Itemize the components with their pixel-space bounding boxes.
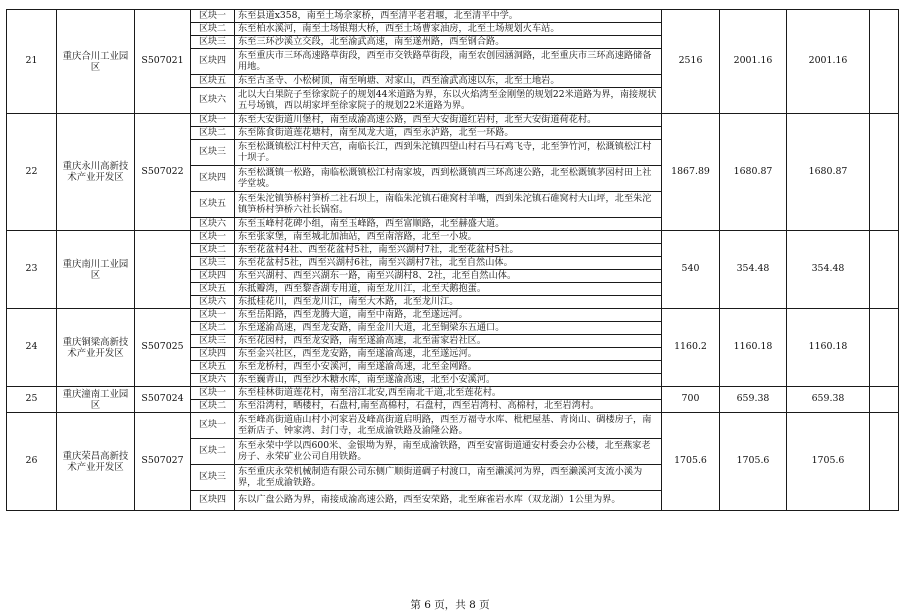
- park-name: 重庆荣昌高新技术产业开发区: [57, 413, 135, 511]
- block-label: 区块二: [191, 400, 235, 413]
- block-boundary-description: 东至张家堡，南至城北加油站，西至南溶路，北至一小坡。: [235, 231, 662, 244]
- table-row: [7, 413, 899, 439]
- block-boundary-description: 东至龙桥村，西至小安溪河，南至遂渝高速，北至金网路。: [235, 361, 662, 374]
- table-row: [7, 309, 899, 322]
- area-value-2: 1680.87: [787, 114, 870, 231]
- block-label: 区块五: [191, 75, 235, 88]
- block-boundary-description: 北以大白果院子至徐家院子的规划44米道路为界，东以火焰湾至金刚堡的规划22米道路为界，南接规状五号场镇，西以胡家坪至徐家院子的规划22米道路为界。: [235, 88, 662, 114]
- table-row: [7, 114, 899, 127]
- approved-area: 1867.89: [662, 114, 720, 231]
- block-boundary-description: 东至朱沱镇笋桥村笋桥二社石坝上，南临朱沱镇石碓窝村羊嘴，西到朱沱镇石碓窝村大山坪，北至朱沱镇笋桥村笋桥六社长锅窑。: [235, 192, 662, 218]
- block-label: 区块三: [191, 465, 235, 491]
- remarks-cell: [870, 114, 899, 231]
- park-code: S507022: [135, 114, 191, 231]
- area-value-2: 1160.18: [787, 309, 870, 387]
- development-zone-table: [6, 9, 899, 511]
- block-label: 区块一: [191, 309, 235, 322]
- block-boundary-description: 东至岳阳路，西至龙腾大道，南至中南路，北至遂远河。: [235, 309, 662, 322]
- park-code: S507021: [135, 10, 191, 114]
- block-boundary-description: 东至三环沙溪立交段，北至渝武高速，南至遂州路，西至钢合路。: [235, 36, 662, 49]
- park-number: 24: [7, 309, 57, 387]
- block-label: 区块五: [191, 283, 235, 296]
- page-footer: 第 6 页，共 8 页: [410, 599, 490, 611]
- block-label: 区块六: [191, 296, 235, 309]
- park-name: 重庆永川高新技术产业开发区: [57, 114, 135, 231]
- park-number: 21: [7, 10, 57, 114]
- area-value-2: 1705.6: [787, 413, 870, 511]
- block-boundary-description: 东至重庆市三环高速路草街段，西至市交铁路草街段，南至农创园涵洞路，北至重庆市三环高速路储备用地。: [235, 49, 662, 75]
- area-value-1: 2001.16: [720, 10, 787, 114]
- block-boundary-description: 东至沿湾村，晒楼村，石盘村,南至高棉村，石盘村，西至岩湾村、高棉村，北至岩湾村。: [235, 400, 662, 413]
- park-number: 23: [7, 231, 57, 309]
- block-label: 区块二: [191, 244, 235, 257]
- block-label: 区块四: [191, 348, 235, 361]
- block-boundary-description: 东抵瓣湾，西至黎香湖专用道，南至龙川江，北至天鹅抱蛋。: [235, 283, 662, 296]
- block-boundary-description: 东抵桂花川，西至龙川江，南至大木路，北至龙川江。: [235, 296, 662, 309]
- block-label: 区块五: [191, 361, 235, 374]
- block-boundary-description: 东至县道x358，南至土场佘家桥，西至清平老君堰，北至清平中学。: [235, 10, 662, 23]
- block-boundary-description: 东至重庆永荣机械制造有限公司东侧广顺街道碉子村渡口，南至濑溪河为界，西至濑溪河支流小溪为界，北至成渝铁路。: [235, 465, 662, 491]
- block-boundary-description: 东至桂林街道莲花村，南至涪江北安,西至南北干道,北至莲花村。: [235, 387, 662, 400]
- block-label: 区块五: [191, 192, 235, 218]
- block-label: 区块四: [191, 49, 235, 75]
- area-value-2: 354.48: [787, 231, 870, 309]
- area-value-2: 2001.16: [787, 10, 870, 114]
- block-boundary-description: 东至松溉镇一松路，南临松溉镇松江村南家坡，西到松溉镇西三环高速公路，北至松溉镇茅园村田上社学堂坡。: [235, 166, 662, 192]
- block-boundary-description: 东以广盘公路为界，南接成渝高速公路，西至安荣路，北至麻雀岩水库（双龙湖）1公里为界。: [235, 491, 662, 511]
- block-label: 区块一: [191, 231, 235, 244]
- approved-area: 1160.2: [662, 309, 720, 387]
- table-row: [7, 10, 899, 23]
- table-row: [7, 387, 899, 400]
- area-value-2: 659.38: [787, 387, 870, 413]
- area-value-1: 1680.87: [720, 114, 787, 231]
- block-label: 区块四: [191, 270, 235, 283]
- area-value-1: 1705.6: [720, 413, 787, 511]
- remarks-cell: [870, 10, 899, 114]
- park-name: 重庆合川工业园区: [57, 10, 135, 114]
- block-boundary-description: 东至松溉镇松江村仲天宫，南临长江，西到朱沱镇四望山村石马石鸡飞寺，北至笋竹河，松溉镇松江村十坝子。: [235, 140, 662, 166]
- park-name: 重庆铜梁高新技术产业开发区: [57, 309, 135, 387]
- park-code: S507025: [135, 309, 191, 387]
- block-label: 区块一: [191, 10, 235, 23]
- block-label: 区块二: [191, 23, 235, 36]
- park-number: 26: [7, 413, 57, 511]
- block-boundary-description: 东至花盆村5社，西至兴湖村6社，南至兴湖村7社，北至自然山体。: [235, 257, 662, 270]
- approved-area: 2516: [662, 10, 720, 114]
- block-label: 区块六: [191, 88, 235, 114]
- area-value-1: 659.38: [720, 387, 787, 413]
- approved-area: 1705.6: [662, 413, 720, 511]
- block-label: 区块四: [191, 491, 235, 511]
- park-number: 25: [7, 387, 57, 413]
- block-label: 区块三: [191, 335, 235, 348]
- remarks-cell: [870, 387, 899, 413]
- block-boundary-description: 东至遂渝高速，西至龙安路，南至金川大道，北至铜梁东五通口。: [235, 322, 662, 335]
- block-label: 区块三: [191, 257, 235, 270]
- approved-area: 540: [662, 231, 720, 309]
- remarks-cell: [870, 231, 899, 309]
- block-label: 区块四: [191, 166, 235, 192]
- block-boundary-description: 东至兴湖村、西至兴湖东一路，南至兴湖村8、2社，北至自然山体。: [235, 270, 662, 283]
- block-label: 区块一: [191, 114, 235, 127]
- block-label: 区块三: [191, 36, 235, 49]
- block-boundary-description: 东至峰高街道庙山村小河家岩及峰高街道启明路，西至万福寺水库、枇杷屋基、青岗山、碉楼房子，南至新店子、钟家湾、封门寺，北至成渝铁路及渝隆公路。: [235, 413, 662, 439]
- park-number: 22: [7, 114, 57, 231]
- block-boundary-description: 东至金兴社区，西至龙安路，南至遂渝高速，北至遂远河。: [235, 348, 662, 361]
- block-label: 区块六: [191, 218, 235, 231]
- block-boundary-description: 东至花园村，西至龙安路，南至遂渝高速，北至雷家岩社区。: [235, 335, 662, 348]
- block-label: 区块二: [191, 322, 235, 335]
- block-label: 区块二: [191, 439, 235, 465]
- block-boundary-description: 东至玉峰村花碑小组，南至玉峰路，西至富顺路，北至赫盛大道。: [235, 218, 662, 231]
- park-name: 重庆潼南工业园区: [57, 387, 135, 413]
- block-label: 区块六: [191, 374, 235, 387]
- block-boundary-description: 东至古圣寺、小松树顶，南至响塘、对家山，西至渝武高速以东，北至土地岩。: [235, 75, 662, 88]
- block-label: 区块三: [191, 140, 235, 166]
- block-boundary-description: 东至陈食街道莲花塘村，南至凤龙大道，西至永泸路，北至一环路。: [235, 127, 662, 140]
- block-label: 区块一: [191, 413, 235, 439]
- block-boundary-description: 东至巍青山，西至沙木糖水库，南至遂渝高速，北至小安溪河。: [235, 374, 662, 387]
- park-code: S507027: [135, 413, 191, 511]
- land-area-table-page: [6, 9, 898, 511]
- park-name: 重庆南川工业园区: [57, 231, 135, 309]
- block-label: 区块一: [191, 387, 235, 400]
- area-value-1: 354.48: [720, 231, 787, 309]
- approved-area: 700: [662, 387, 720, 413]
- remarks-cell: [870, 309, 899, 387]
- park-code: S507024: [135, 387, 191, 413]
- table-row: [7, 231, 899, 244]
- block-boundary-description: 东至柏水溪河，南至土场银翔大桥，西至土场曹家油房，北至土场规划火车站。: [235, 23, 662, 36]
- block-boundary-description: 东至大安街道川堡村，南至成渝高速公路，西至大安街道红岩村，北至大安街道荷花村。: [235, 114, 662, 127]
- area-value-1: 1160.18: [720, 309, 787, 387]
- park-code: [135, 231, 191, 309]
- remarks-cell: [870, 413, 899, 511]
- block-label: 区块二: [191, 127, 235, 140]
- block-boundary-description: 东至花盆村4社、西至花盆村5社，南至兴湖村7社，北至花盆村5社。: [235, 244, 662, 257]
- block-boundary-description: 东至永荣中学以西600米、金银坳为界，南至成渝铁路，西至安富街道通安村委会办公楼，北至燕家老房子、永荣矿业公司自用铁路。: [235, 439, 662, 465]
